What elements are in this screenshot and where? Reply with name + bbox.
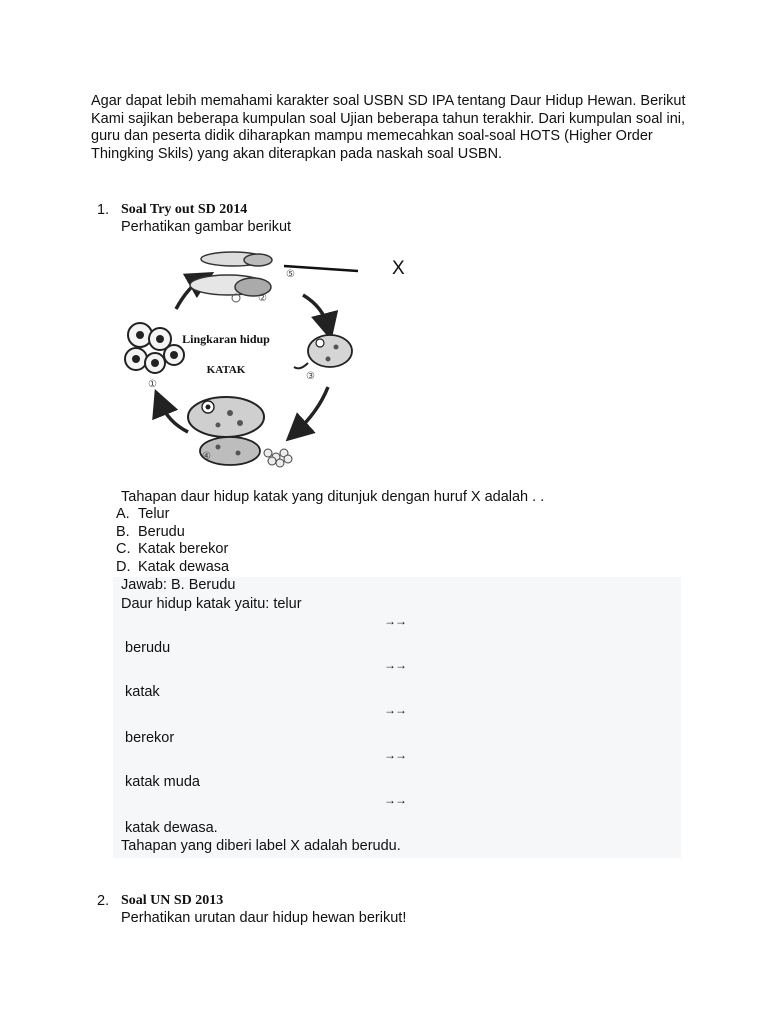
stage-berudu: berudu (125, 640, 171, 656)
stage-berekor: berekor (125, 730, 175, 746)
stage-katak-dewasa: katak dewasa. (125, 820, 218, 836)
frog-life-cycle-diagram (118, 247, 418, 479)
question-1-instruction: Perhatikan gambar berikut (121, 219, 292, 235)
question-2-number: 2. (97, 893, 110, 909)
question-2-title: Soal UN SD 2013 (121, 893, 224, 908)
option-d: D. Katak dewasa (116, 559, 230, 575)
label-x: X (392, 258, 405, 279)
stage-arrow: →→ (384, 614, 406, 628)
center-subtitle: KATAK (206, 364, 246, 376)
answer-label: Jawab: B. Berudu (121, 577, 236, 593)
stage-number: ⑤ (286, 269, 295, 280)
frog-life-cycle-figure (118, 247, 418, 479)
stage-arrow: →→ (384, 658, 406, 672)
cycle-arrow (296, 387, 328, 432)
stage-number: ④ (202, 451, 211, 462)
stage-number: ① (148, 379, 157, 390)
intro-paragraph: Agar dapat lebih memahami karakter soal USBN SD IPA tentang Daur Hidup Hewan. Berikut Kami sajikan beberapa kumpulan soal Ujian beberapa tahun terakhir. Dari kumpulan soal ini, guru dan peserta didik diharapkan mampu memecahkan soal-soal HOTS (Higher Order Thingking Skils) yang akan diterapkan pada naskah soal USBN. (91, 93, 686, 162)
stage-arrow: →→ (384, 703, 406, 717)
question-1-text: Tahapan daur hidup katak yang ditunjuk dengan huruf X adalah . . (121, 489, 545, 505)
stage-number: ② (258, 293, 267, 304)
stage-katak-muda: katak muda (125, 774, 200, 790)
stage-arrow: →→ (384, 793, 406, 807)
option-a: A. Telur (116, 506, 170, 522)
question-1-number: 1. (97, 202, 110, 218)
daur-intro: Daur hidup katak yaitu: telur (121, 596, 302, 612)
stage-number: ③ (306, 371, 315, 382)
cycle-arrow (160, 402, 188, 432)
stage-arrow: →→ (384, 748, 406, 762)
center-title: Lingkaran hidup (182, 332, 270, 346)
froglet-stage (294, 335, 352, 368)
question-2-instruction: Perhatikan urutan daur hidup hewan berikut! (121, 910, 407, 926)
pointer-line (284, 266, 358, 271)
cycle-arrow (303, 295, 328, 327)
option-c: C. Katak berekor (116, 541, 229, 557)
stage-katak: katak (125, 684, 160, 700)
question-1-title: Soal Try out SD 2014 (121, 202, 248, 217)
egg-stage (125, 323, 184, 373)
option-b: B. Berudu (116, 524, 185, 540)
answer-conclusion: Tahapan yang diberi label X adalah berudu. (121, 838, 401, 854)
